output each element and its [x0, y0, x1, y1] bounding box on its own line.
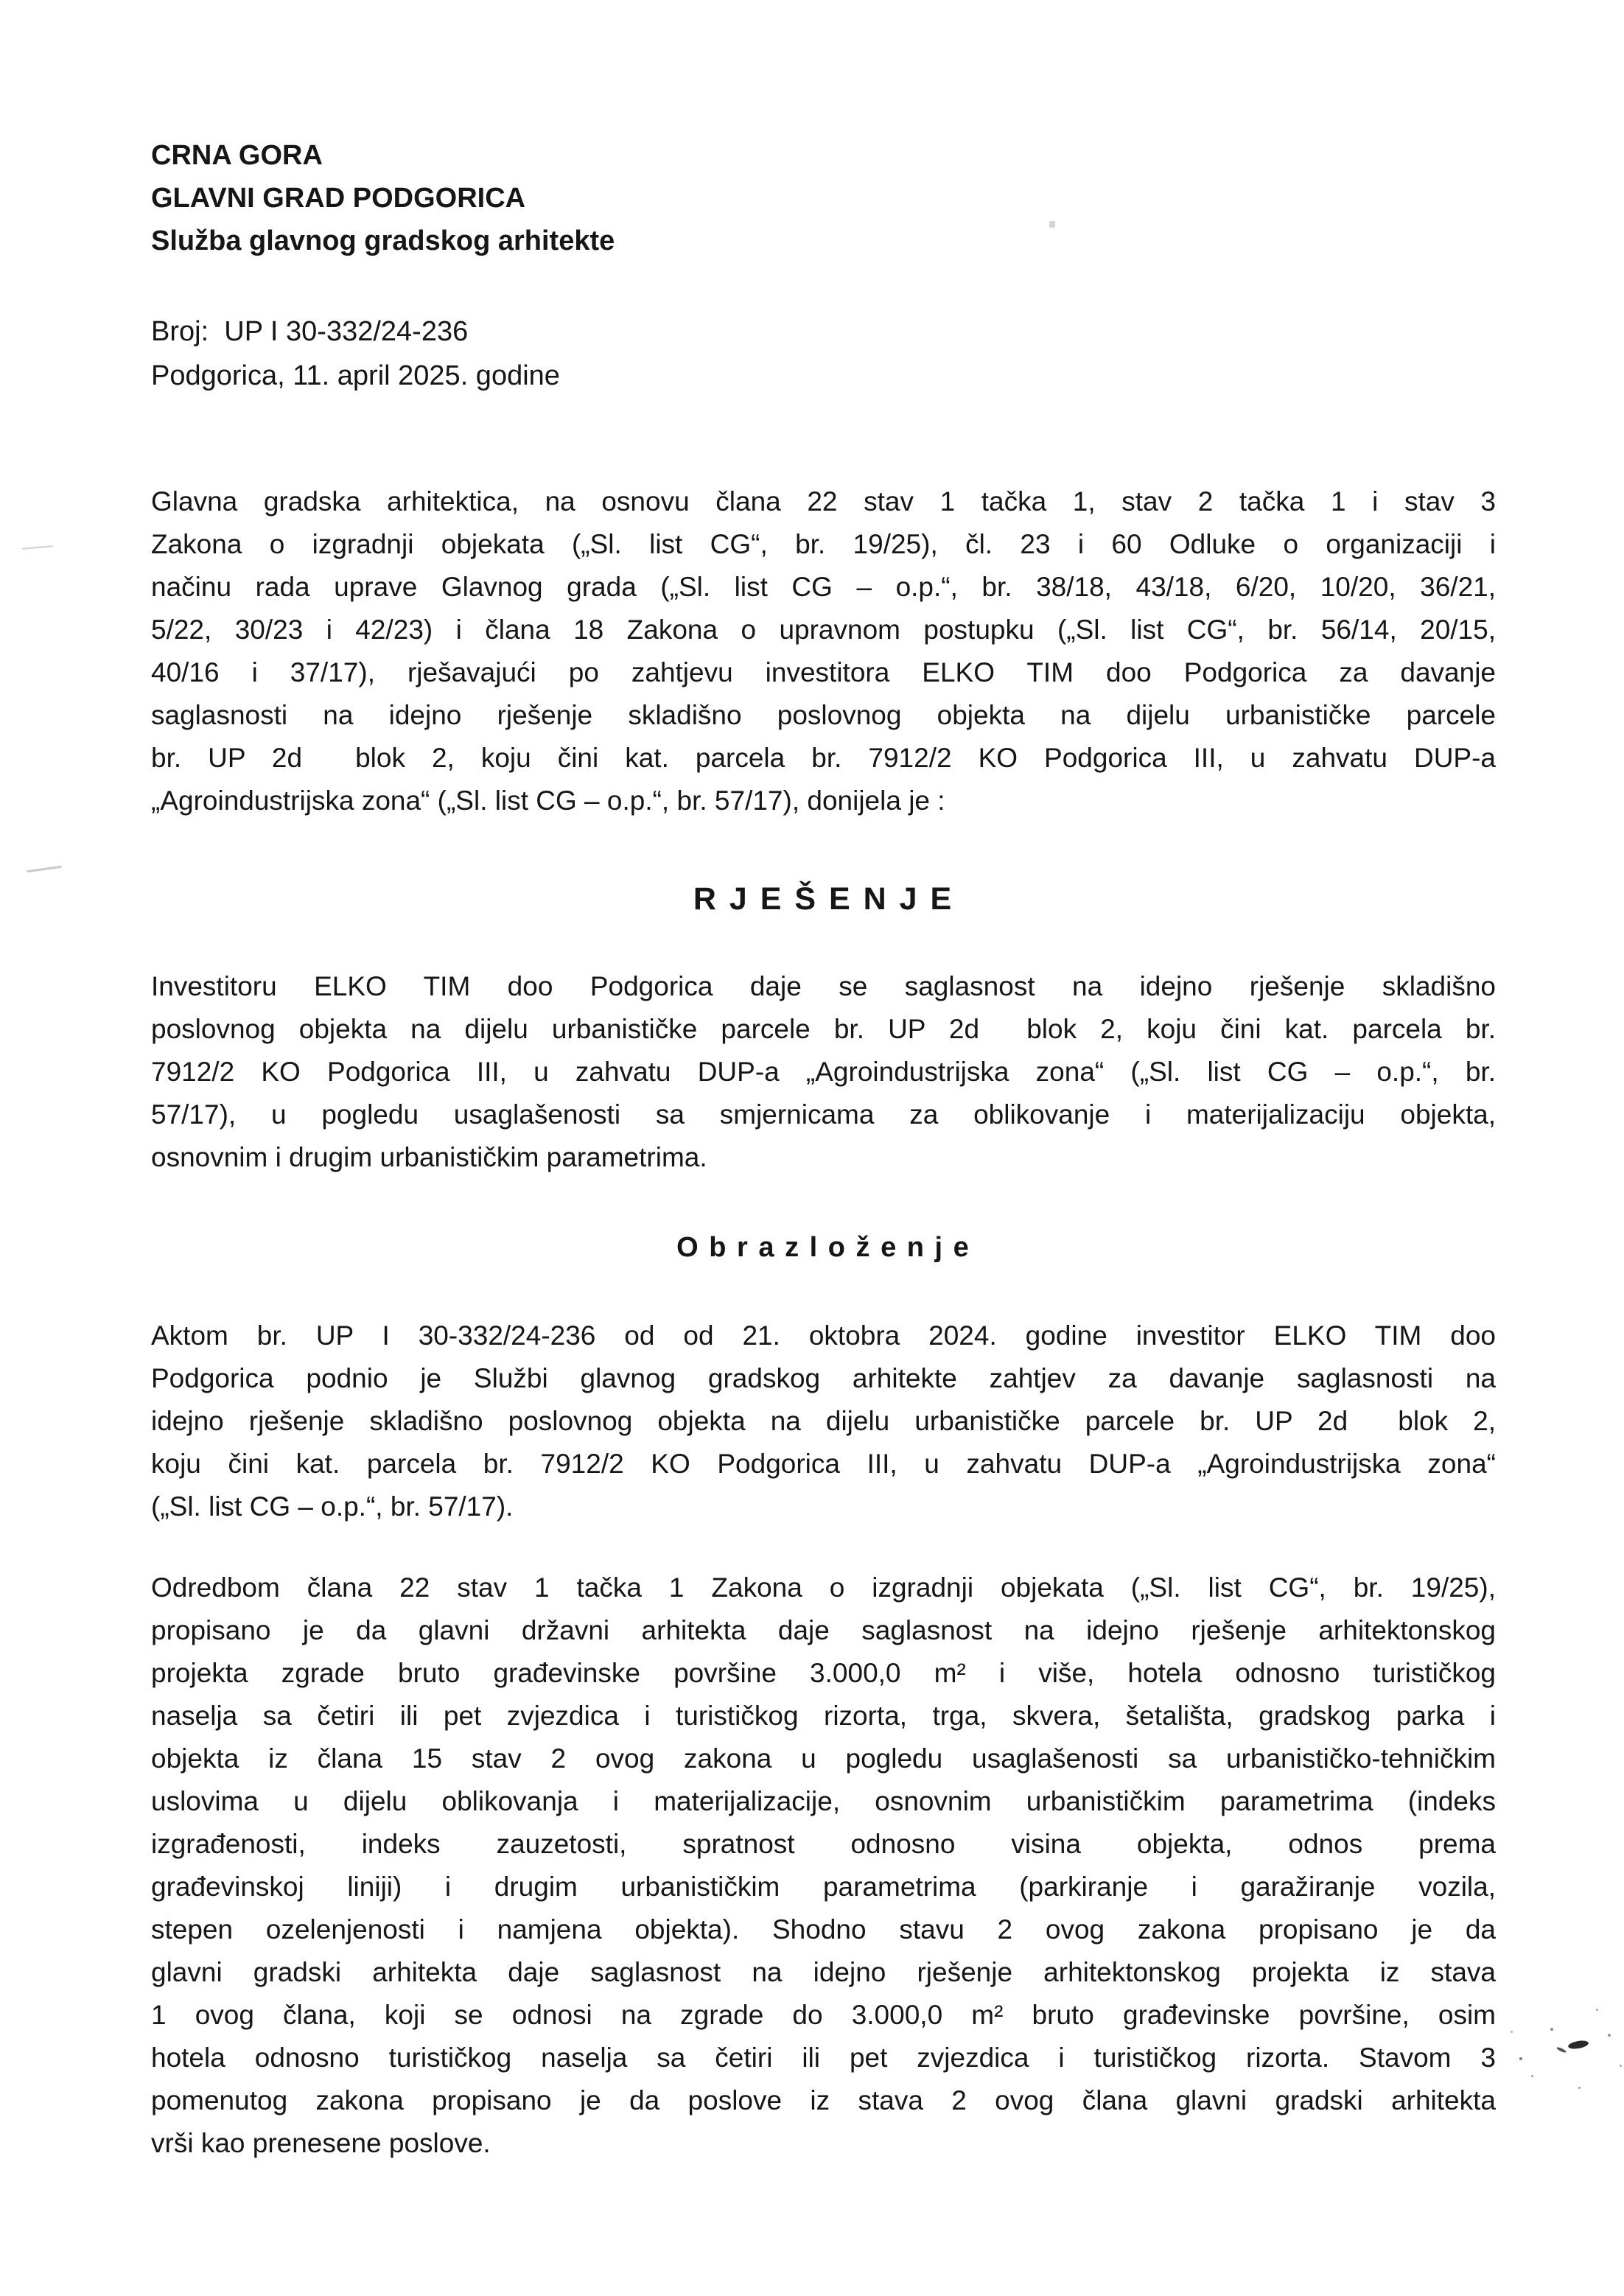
text-line: pomenutog zakona propisano je da poslove iz stava 2 ovog člana glavni gradski arhitekta — [151, 2085, 1496, 2115]
scan-artifact — [1596, 2009, 1598, 2011]
heading-rjesenje: R J E Š E N J E — [693, 881, 954, 917]
text-line: „Agroindustrijska zona“ („Sl. list CG – o.p.“, br. 57/17), donijela je : — [151, 785, 945, 816]
scan-artifact — [22, 545, 53, 550]
text-line: Odredbom člana 22 stav 1 tačka 1 Zakona o izgradnji objekata („Sl. list CG“, br. 19/25), — [151, 1572, 1496, 1603]
text-line: Investitoru ELKO TIM doo Podgorica daje se saglasnost na idejno rješenje skladišno — [151, 971, 1496, 1001]
text-line: koju čini kat. parcela br. 7912/2 KO Podgorica III, u zahvatu DUP-a „Agroindustrijska zona“ — [151, 1449, 1496, 1479]
letterhead-department: Služba glavnog gradskog arhitekte — [151, 225, 615, 256]
text-line: Podgorica podnio je Službi glavnog gradskog arhitekte zahtjev za davanje saglasnosti na — [151, 1363, 1496, 1393]
letterhead — [151, 134, 1496, 262]
text-line: građevinskoj liniji) i drugim urbanističkim parametrima (parkiranje i garažiranje vozila, — [151, 1872, 1496, 1902]
explanation-paragraph-1 — [151, 1315, 1496, 1528]
text-line: načinu rada uprave Glavnog grada („Sl. list CG – o.p.“, br. 38/18, 43/18, 6/20, 10/20, 36/21, — [151, 572, 1496, 602]
text-line: glavni gradski arhitekta daje saglasnost na idejno rješenje arhitektonskog projekta iz stava — [151, 1957, 1496, 1987]
text-line: 40/16 i 37/17), rješavajući po zahtjevu investitora ELKO TIM doo Podgorica za davanje — [151, 657, 1496, 687]
text-line: Zakona o izgradnji objekata („Sl. list CG“, br. 19/25), čl. 23 i 60 Odluke o organizaciji i — [151, 529, 1496, 559]
text-line: stepen ozelenjenosti i namjena objekta). Shodno stavu 2 ovog zakona propisano je da — [151, 1914, 1496, 1945]
text-line: izgrađenosti, indeks zauzetosti, spratnost odnosno visina objekta, odnos prema — [151, 1829, 1496, 1859]
text-line: projekta zgrade bruto građevinske površine 3.000,0 m² i više, hotela odnosno turističkog — [151, 1658, 1496, 1688]
text-line: Glavna gradska arhitektica, na osnovu člana 22 stav 1 tačka 1, stav 2 tačka 1 i stav 3 — [151, 486, 1496, 517]
scan-artifact — [1556, 2046, 1567, 2054]
scan-artifact — [1608, 2034, 1611, 2037]
text-line: vrši kao prenesene poslove. — [151, 2128, 491, 2158]
text-line: propisano je da glavni državni arhitekta daje saglasnost na idejno rješenje arhitektonskog — [151, 1615, 1496, 1645]
scan-artifact — [1550, 2028, 1553, 2031]
text-line: 5/22, 30/23 i 42/23) i člana 18 Zakona o upravnom postupku („Sl. list CG“, br. 56/14, 20/15, — [151, 615, 1496, 645]
explanation-paragraph-2 — [151, 1567, 1496, 2165]
letterhead-city: GLAVNI GRAD PODGORICA — [151, 183, 526, 214]
text-line: hotela odnosno turističkog naselja sa četiri ili pet zvjezdica i turističkog rizorta. Stavom 3 — [151, 2043, 1496, 2073]
text-line: Aktom br. UP I 30-332/24-236 od od 21. oktobra 2024. godine investitor ELKO TIM doo — [151, 1320, 1496, 1351]
scan-artifact — [1531, 2075, 1533, 2077]
decision-paragraph — [151, 965, 1496, 1179]
text-line: („Sl. list CG – o.p.“, br. 57/17). — [151, 1491, 514, 1522]
scan-artifact — [1511, 2031, 1513, 2033]
text-line: 1 ovog člana, koji se odnosi na zgrade do 3.000,0 m² bruto građevinske površine, osim — [151, 2000, 1496, 2030]
scan-artifact — [1519, 2057, 1522, 2060]
scan-artifact — [1567, 2040, 1589, 2051]
text-line: 7912/2 KO Podgorica III, u zahvatu DUP-a „Agroindustrijska zona“ („Sl. list CG – o.p.“, br. — [151, 1057, 1496, 1087]
text-line: uslovima u dijelu oblikovanja i materijalizacije, osnovnim urbanističkim parametrima (indeks — [151, 1786, 1496, 1816]
text-line: idejno rješenje skladišno poslovnog objekta na dijelu urbanističke parcele br. UP 2d blok 2, — [151, 1406, 1496, 1436]
intro-paragraph — [151, 480, 1496, 822]
reference-block — [151, 309, 1496, 398]
text-line: osnovnim i drugim urbanističkim parametrima. — [151, 1142, 707, 1172]
text-line: saglasnosti na idejno rješenje skladišno poslovnog objekta na dijelu urbanističke parcele — [151, 700, 1496, 730]
scan-artifact — [1578, 2087, 1581, 2089]
text-line: br. UP 2d blok 2, koju čini kat. parcela br. 7912/2 KO Podgorica III, u zahvatu DUP-a — [151, 743, 1496, 773]
case-number-line: Broj: UP I 30-332/24-236 — [151, 316, 469, 347]
text-line: objekta iz člana 15 stav 2 ovog zakona u pogledu usaglašenosti sa urbanističko-tehničkim — [151, 1743, 1496, 1774]
scan-artifact — [27, 866, 62, 873]
scan-artifact — [1620, 2065, 1622, 2067]
letterhead-country: CRNA GORA — [151, 140, 323, 171]
place-date-line: Podgorica, 11. april 2025. godine — [151, 360, 560, 391]
text-line: poslovnog objekta na dijelu urbanističke parcele br. UP 2d blok 2, koju čini kat. parcela br. — [151, 1014, 1496, 1044]
heading-obrazlozenje: O b r a z l o ž e n j e — [676, 1232, 970, 1263]
text-line: 57/17), u pogledu usaglašenosti sa smjernicama za oblikovanje i materijalizaciju objekta, — [151, 1099, 1496, 1130]
text-line: naselja sa četiri ili pet zvjezdica i turističkog rizorta, trga, skvera, šetališta, gradskog parka i — [151, 1701, 1496, 1731]
